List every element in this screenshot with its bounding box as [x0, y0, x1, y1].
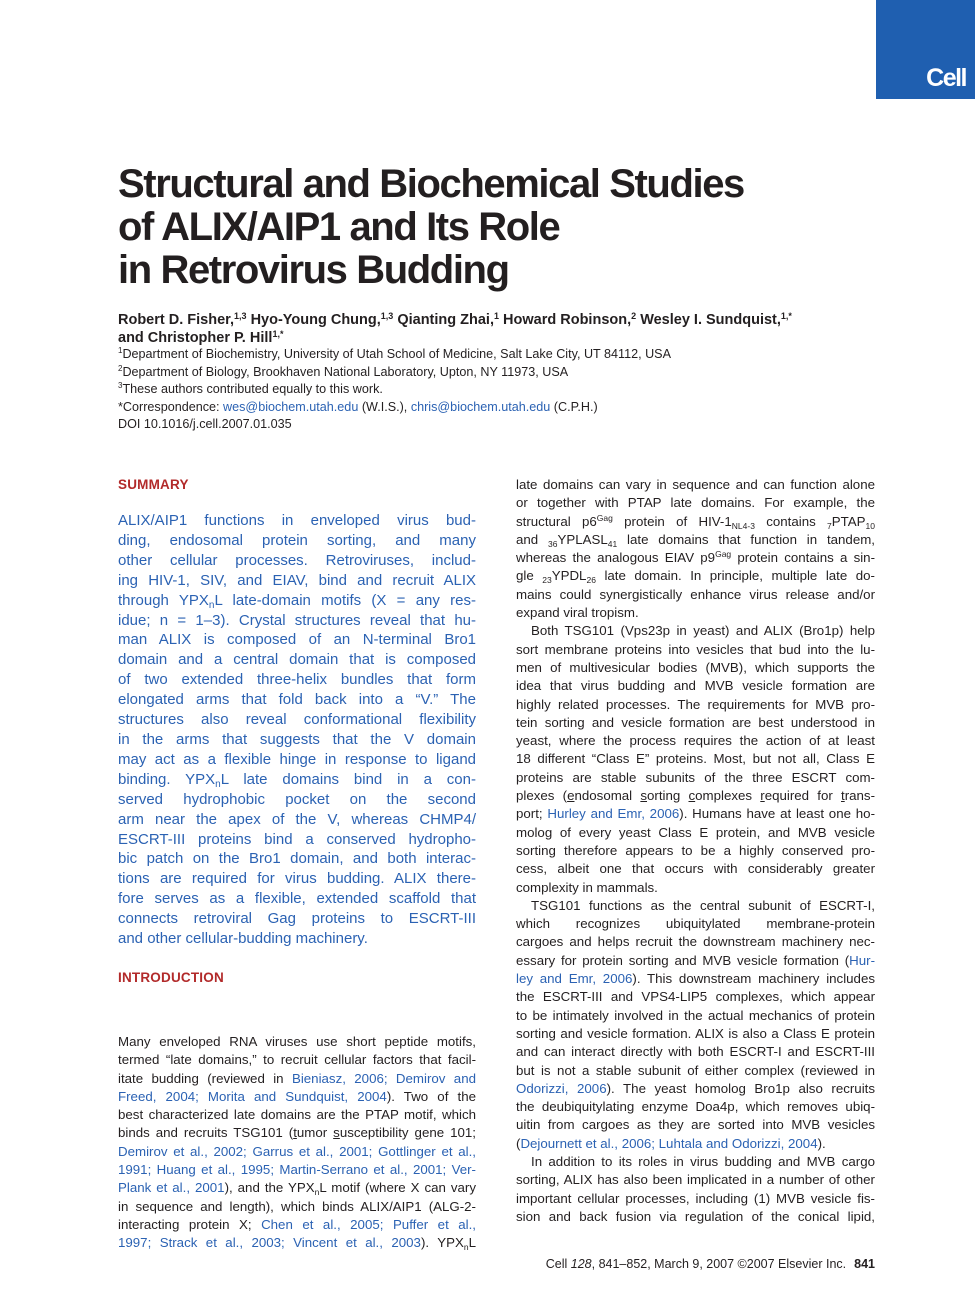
body-line: 18 different “Class E” proteins. Most, but not all, Class E — [516, 751, 875, 767]
body-line: plexes (endosomal sorting complexes required for trans- — [516, 788, 876, 804]
summary-line: binding. $YPX_nL$ late domains bind in a con- — [118, 770, 476, 790]
affiliation-2 — [118, 364, 858, 382]
citation-link[interactable]: Chen et al., 2005; Puffer et al., — [261, 1216, 476, 1232]
journal-logo-text: Cell — [926, 64, 966, 92]
summary-line: domain and a central domain that is composed — [118, 651, 476, 669]
summary-line: in the arms that suggests that the V domain — [118, 730, 476, 748]
body-line: in sequence and length), which binds ALIX/AIP1 (ALG-2- — [118, 1198, 476, 1214]
body-line: men of multivesicular bodies (MVB), which supports the — [516, 659, 875, 675]
citation-link[interactable]: 1997; Strack et al., 2003; Vincent et al., 2003 — [118, 1235, 421, 1251]
body-line: proteins are stable subunits of the three ESCRT com- — [516, 769, 875, 785]
author-affiliation-mark: 1 — [494, 311, 500, 321]
summary-line: bic patch on the Bro1 domain, and both interac- — [118, 850, 476, 868]
body-line: Freed, 2004; Morita and Sundquist, 2004). Two of the — [118, 1088, 476, 1104]
introduction-heading: INTRODUCTION — [118, 970, 224, 985]
summary-line: served hydrophobic pocket on the second — [118, 790, 476, 808]
right-column-text — [516, 476, 875, 1226]
author-name: and Christopher P. Hill — [118, 330, 273, 346]
body-line: complexity in mammals. — [516, 879, 658, 895]
body-line: idea that virus budding and MVB vesicle formation are — [516, 678, 875, 694]
body-line: sorting, ALIX has also been implicated in a number of other — [516, 1172, 875, 1188]
body-line: sion and back fusion via regulation of the conical lipid, — [516, 1208, 875, 1224]
correspondence-label: *Correspondence: — [118, 399, 224, 414]
citation-link[interactable]: Odorizzi, 2006 — [516, 1080, 607, 1096]
affiliation-3 — [118, 381, 858, 399]
summary-line: idue; n = 1–3). Crystal structures reveal that hu- — [118, 611, 476, 629]
summary-line: ing HIV-1, SIV, and EIAV, bind and recruit ALIX — [118, 571, 476, 589]
citation-link[interactable]: Dejournett et al., 2006; Luhtala and Odorizzi, 2004 — [520, 1135, 818, 1151]
body-line: best characterized late domains are the PTAP motif, which — [118, 1107, 476, 1123]
body-line: expand viral tropism. — [516, 605, 639, 621]
summary-line: through $YPX_nL$ late-domain motifs (X = any res- — [118, 591, 476, 611]
summary-line: other cellular processes. Retroviruses, includ- — [118, 551, 476, 569]
body-line: (Dejournett et al., 2006; Luhtala and Odorizzi, 2004). — [516, 1135, 826, 1151]
author-name: Hyo-Young Chung, — [250, 312, 381, 328]
summary-line: connects retroviral Gag proteins to ESCRT-III — [118, 910, 476, 928]
summary-line: fore serves as a flexible, extended scaffold that — [118, 890, 476, 908]
affiliation-text: Department of Biology, Brookhaven National Laboratory, Upton, NY 11973, USA — [122, 364, 569, 379]
body-line: Many enveloped RNA viruses use short peptide motifs, — [118, 1034, 476, 1049]
body-line: essary for protein sorting and MVB vesicle formation (Hur- — [516, 952, 875, 968]
body-line: structural $p6^{Gag}$ protein of HIV-$1_{NL4-3}$ contains $_7PTAP_{10}$ — [516, 512, 875, 531]
email-link[interactable]: wes@biochem.utah.edu — [223, 399, 359, 414]
author-name: Wesley I. Sundquist, — [640, 312, 781, 328]
affiliation-1 — [118, 346, 858, 364]
page-footer — [520, 1257, 875, 1271]
body-line: Plank et al., 2001), and the $YPX_nL$ motif (where X can vary — [118, 1180, 476, 1198]
article-title — [118, 163, 838, 292]
body-line: Both TSG101 (Vps23p in yeast) and ALIX (Bro1p) help — [531, 623, 875, 639]
author-affiliation-mark: 1,3 — [380, 311, 394, 321]
body-line: but is not a stable subunit of either complex (reviewed in — [516, 1062, 875, 1078]
summary-line: elongated arms that fold back into a “V.” The — [118, 691, 476, 709]
body-line: and $_{36}YPLASL_{41}$ late domains that function in tandem, — [516, 531, 875, 549]
body-line: termed “late domains,” to recruit cellular factors that facil- — [118, 1052, 476, 1068]
body-line: uitin from cargoes as they are sorted into MVB vesicles — [516, 1117, 875, 1133]
affiliation-number: 3 — [118, 381, 123, 390]
email-link[interactable]: chris@biochem.utah.edu — [410, 399, 551, 414]
body-line: cess, albeit one that occurs with considerably greater — [516, 861, 875, 877]
author-name: Qianting Zhai, — [397, 312, 494, 328]
body-line: yeast, where the process requires the action of at least — [516, 733, 875, 749]
email-owner: (C.P.H.) — [550, 399, 598, 414]
body-line — [118, 1161, 476, 1179]
summary-line: ALIX/AIP1 functions in enveloped virus bud- — [118, 512, 476, 529]
citation-link[interactable]: 1991; Huang et al., 1995; Martin-Serrano et al., 2001; Ver- — [118, 1162, 476, 1178]
citation-link[interactable]: Hur- — [849, 952, 875, 968]
author-affiliation-mark: 2 — [631, 311, 637, 321]
body-line: sorting therefore appears to be a highly conserved pro- — [516, 842, 875, 858]
author-affiliation-mark: 1,3 — [234, 311, 247, 321]
summary-line: arm near the apex of the V, whereas CHMP4/ — [118, 810, 476, 828]
citation-link[interactable]: Freed, 2004; Morita and Sundquist, 2004 — [118, 1088, 387, 1104]
body-line: interacting protein X; Chen et al., 2005; Puffer et al., — [118, 1216, 476, 1232]
affiliation-number: 2 — [118, 363, 123, 373]
body-line: highly related processes. The requirements for MVB pro- — [516, 696, 875, 712]
body-line: to be intimately involved in the actual mechanics of protein — [516, 1007, 875, 1023]
author-list — [118, 311, 858, 347]
summary-line: ESCRT-III proteins bind a conserved hydropho- — [118, 830, 476, 848]
affiliations — [118, 346, 858, 434]
body-line: ley and Emr, 2006). This downstream machinery includes — [516, 971, 875, 987]
summary-line: of two extended three-helix bundles that form — [118, 671, 476, 689]
title-line-1: Structural and Biochemical Studies — [118, 162, 744, 206]
summary-line: tions are required for virus budding. ALIX there- — [118, 870, 476, 888]
body-line: important cellular processes, including (1) MVB vesicle fis- — [516, 1190, 875, 1206]
summary-text — [118, 511, 476, 949]
body-line: Odorizzi, 2006). The yeast homolog Bro1p also recruits — [516, 1080, 875, 1096]
summary-line: and other cellular-budding machinery. — [118, 930, 368, 948]
footer-citation: , 841–852, March 9, 2007 ©2007 Elsevier Inc. — [591, 1257, 847, 1271]
summary-line: man ALIX is composed of an N-terminal Bro1 — [118, 631, 476, 649]
body-line: which recognizes ubiquitylated membrane-protein — [516, 916, 875, 932]
citation-link[interactable]: Hurley and Emr, 2006 — [547, 806, 680, 822]
summary-heading: SUMMARY — [118, 477, 189, 492]
body-line: 1997; Strack et al., 2003; Vincent et al., 2003). $YPX_nL$ — [118, 1235, 477, 1253]
body-line: sort membrane proteins into vesicles that bud into the lu- — [516, 641, 875, 657]
affiliation-text: Department of Biochemistry, University of Utah School of Medicine, Salt Lake City, UT 84112, USA — [122, 347, 671, 361]
affiliation-text: These authors contributed equally to this work. — [122, 382, 383, 396]
body-line: tein sorting and vesicle formation are best understood in — [516, 714, 875, 730]
summary-line: ding, endosomal protein sorting, and many — [118, 531, 476, 549]
footer-volume: 128 — [570, 1257, 592, 1271]
email-owner: (W.I.S.), — [358, 399, 411, 414]
body-line: or together with PTAP late domains. For example, the — [516, 495, 875, 511]
footer-journal: Cell — [545, 1257, 571, 1271]
body-line: In addition to its roles in virus budding and MVB cargo — [531, 1153, 875, 1169]
author-name: Howard Robinson, — [503, 312, 632, 328]
author-name: Robert D. Fisher, — [118, 312, 235, 328]
title-line-3: in Retrovirus Budding — [118, 248, 509, 292]
body-line: sorting and vesicle formation. ALIX is also a Class E protein — [516, 1025, 875, 1041]
body-line: whereas the analogous EIAV $p9^{Gag}$ protein contains a sin- — [516, 549, 876, 566]
body-line: late domains can vary in sequence and can function alone — [516, 477, 875, 492]
body-line: binds and recruits TSG101 (tumor susceptibility gene 101; — [118, 1125, 476, 1141]
body-line — [118, 1143, 476, 1161]
summary-line: may act as a flexible hinge in response to ligand — [118, 750, 476, 768]
body-line: molog of every yeast Class E protein, and MVB vesicle — [516, 824, 875, 840]
citation-link[interactable]: Bieniasz, 2006; Demirov and — [291, 1070, 476, 1086]
body-line: mains could synergistically enhance virus release and/or — [516, 586, 875, 602]
author-affiliation-mark: 1,* — [272, 329, 284, 339]
citation-link[interactable]: Plank et al., 2001 — [118, 1180, 225, 1196]
introduction-text — [118, 1033, 476, 1253]
body-line: the ESCRT-III and VPS4-LIP5 complexes, which appear — [516, 989, 875, 1005]
author-affiliation-mark: 1,* — [780, 311, 792, 321]
body-line: itate budding (reviewed in Bieniasz, 2006; Demirov and — [118, 1070, 476, 1086]
summary-line: structures also reveal conformational flexibility — [118, 711, 476, 729]
body-line: gle $_{23}YPDL_{26}$ late domain. In principle, multiple late do- — [516, 568, 875, 586]
body-line: TSG101 functions as the central subunit of ESCRT-I, — [531, 897, 875, 913]
body-line: port; Hurley and Emr, 2006). Humans have at least one ho- — [516, 806, 875, 822]
body-line: the deubiquitylating enzyme Doa4p, which removes ubiq- — [516, 1099, 875, 1115]
body-line: and can interact directly with both ESCRT-I and ESCRT-III — [516, 1044, 875, 1060]
affiliation-number: 1 — [118, 346, 123, 355]
citation-link[interactable]: Demirov et al., 2002; Garrus et al., 2001; Gottlinger et al., — [118, 1143, 476, 1159]
page-number: 841 — [854, 1257, 875, 1271]
correspondence — [118, 399, 858, 417]
doi: DOI 10.1016/j.cell.2007.01.035 — [118, 417, 292, 431]
citation-link[interactable]: ley and Emr, 2006 — [516, 971, 633, 987]
body-line: cargoes and helps recruit the downstream machinery nec- — [516, 934, 875, 950]
title-line-2: of ALIX/AIP1 and Its Role — [118, 205, 560, 249]
journal-logo — [876, 0, 975, 99]
